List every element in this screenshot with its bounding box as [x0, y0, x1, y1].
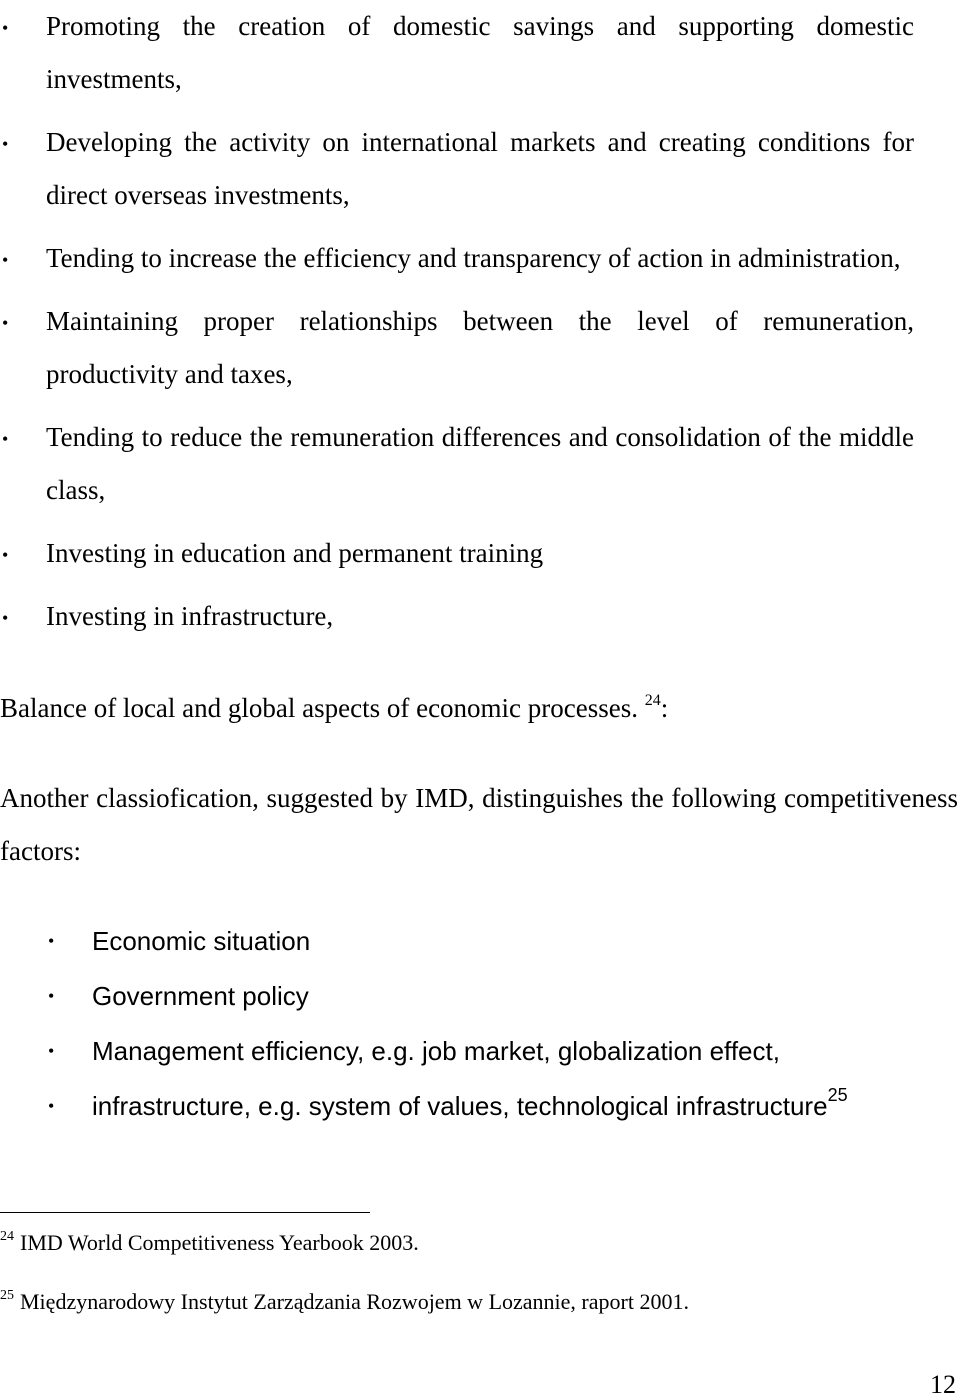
page-number: 12 — [930, 1370, 956, 1399]
footnote-ref-24[interactable]: 24 — [644, 692, 661, 709]
list-item — [0, 1079, 960, 1134]
list-item — [0, 0, 914, 106]
balance-text: Balance of local and global aspects of economic processes. — [0, 693, 645, 723]
balance-paragraph — [0, 682, 958, 735]
classification-paragraph: Another classiofication, suggested by IMD, distinguishes the following competitiveness factors: — [0, 783, 958, 866]
bullet-icon: • — [48, 986, 55, 1006]
footnote-text: IMD World Competitiveness Yearbook 2003. — [20, 1230, 419, 1255]
bullet-icon: • — [48, 1096, 55, 1116]
list-item-text: Economic situation — [92, 926, 311, 956]
bullet-icon: • — [48, 1041, 55, 1061]
bullet-icon: • — [2, 545, 9, 565]
footnote-text: Międzynarodowy Instytut Zarządzania Rozwojem w Lozannie, raport 2001. — [20, 1289, 689, 1314]
list-item-text: Maintaining proper relationships between the level of remuneration, productivity and taxes, — [46, 306, 914, 389]
footnote-24 — [0, 1228, 419, 1258]
bullet-icon: • — [2, 250, 9, 270]
list-item-text: Government policy — [92, 981, 309, 1011]
list-item-text: Tending to increase the efficiency and transparency of action in administration, — [46, 243, 901, 273]
list-item-text: infrastructure, e.g. system of values, technological infrastructure — [92, 1091, 828, 1121]
footnote-ref-25[interactable]: 25 — [827, 1085, 848, 1105]
bullet-icon: • — [2, 429, 9, 449]
list-item-text: Tending to reduce the remuneration differences and consolidation of the middle class, — [46, 422, 914, 505]
list-item-text: Promoting the creation of domestic savings and supporting domestic investments, — [46, 11, 914, 94]
footnote-number: 25 — [0, 1288, 14, 1303]
measures-bullet-list — [0, 0, 960, 643]
list-item — [0, 411, 914, 517]
list-item — [0, 969, 960, 1024]
list-item — [0, 914, 960, 969]
balance-suffix: : — [660, 693, 669, 723]
list-item — [0, 295, 914, 401]
list-item — [0, 116, 914, 222]
list-item — [0, 232, 914, 285]
competitiveness-factors-list — [0, 914, 960, 1134]
footnote-number: 24 — [0, 1229, 14, 1244]
list-item — [0, 1024, 960, 1079]
bullet-icon: • — [48, 931, 55, 951]
list-item-text: Investing in infrastructure, — [46, 601, 334, 631]
bullet-icon: • — [2, 18, 9, 38]
bullet-icon: • — [2, 134, 9, 154]
list-item — [0, 527, 914, 580]
list-item-text: Developing the activity on international markets and creating conditions for direct overseas investments, — [46, 127, 914, 210]
footnote-25 — [0, 1287, 689, 1317]
footnote-separator — [0, 1212, 370, 1213]
bullet-icon: • — [2, 608, 9, 628]
list-item-text: Management efficiency, e.g. job market, globalization effect, — [92, 1036, 780, 1066]
bullet-icon: • — [2, 313, 9, 333]
list-item-text: Investing in education and permanent training — [46, 538, 544, 568]
list-item — [0, 590, 914, 643]
